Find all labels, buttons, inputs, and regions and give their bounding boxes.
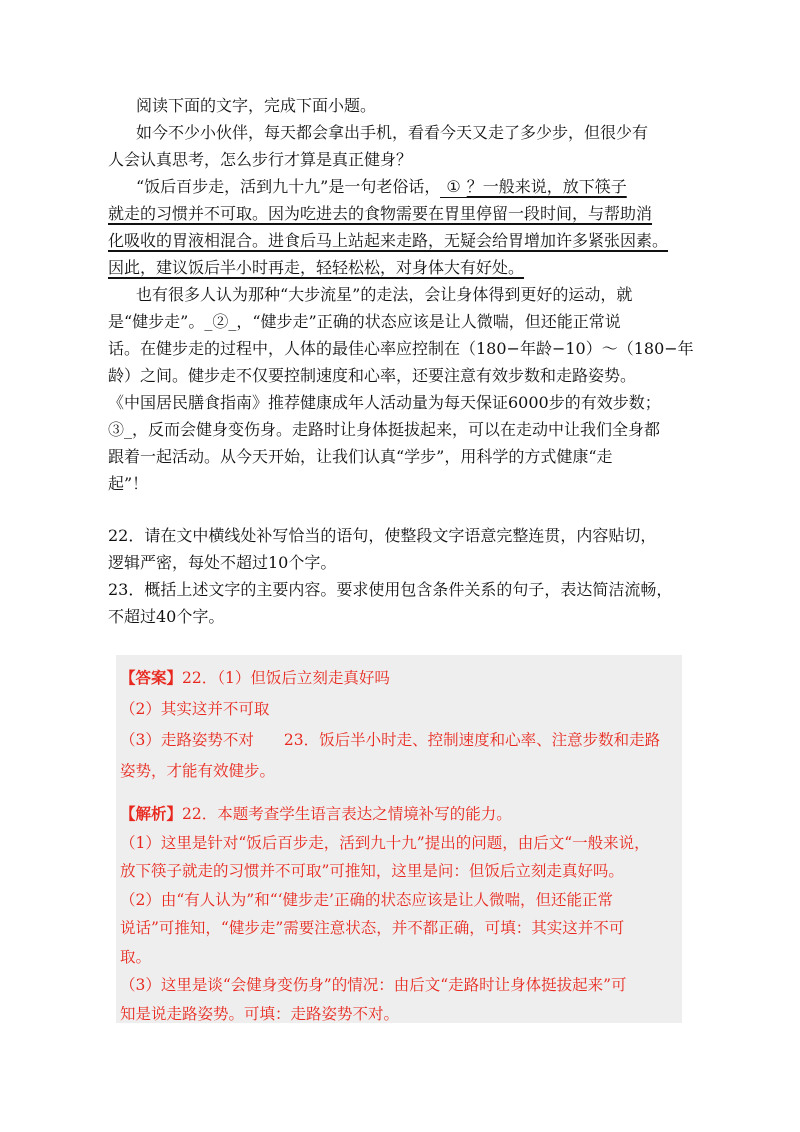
paragraph-3-line: 话。在健步走的过程中，人体的最佳心率应控制在（180−年龄−10）～（180−年 <box>108 339 694 358</box>
analysis-line: （3）这里是谈“会健身变伤身”的情况：由后文“走路时让身体挺拔起来”可 <box>120 976 627 994</box>
paragraph-3-line: 也有很多人认为那种“大步流星”的走法，会让身体得到更好的运动，就 <box>136 285 633 304</box>
analysis-line: （1）这里是针对“饭后百步走，活到九十九”提出的问题，由后文“一般来说， <box>120 833 650 852</box>
instruction: 阅读下面的文字，完成下面小题。 <box>136 96 377 115</box>
question-23: 23．概括上述文字的主要内容。要求使用包含条件关系的句子，表达简洁流畅， <box>108 580 673 599</box>
analysis-section <box>120 800 680 1028</box>
paragraph-3-line: 《中国居民膳食指南》推荐健康成年人活动量为每天保证6000步的有效步数； <box>108 393 661 412</box>
underlined-sentence-line: 因此，建议饭后半小时再走，轻轻松松，对身体大有好处。 <box>108 258 525 277</box>
blank-1: ① <box>440 177 466 198</box>
analysis-line: （2）由“有人认为”和“‘健步走’正确的状态应该是让人微喘，但还能正常 <box>120 890 613 909</box>
paragraph-1-line: 人会认真思考，怎么步行才算是真正健身？ <box>108 150 413 169</box>
answer-line: （2）其实这并不可取 <box>120 700 270 718</box>
paragraph-2-line: “饭后百步走，活到九十九”是一句老俗话， ① ？一般来说，放下筷子 <box>136 177 627 196</box>
answer-section <box>120 662 680 787</box>
analysis-tag: 【解析】 <box>120 804 183 823</box>
answer-line: （3）走路姿势不对 <box>120 731 254 749</box>
underlined-sentence-line: 化吸收的胃液相混合。进食后马上站起来走路，无疑会给胃增加许多紧张因素。 <box>108 231 669 250</box>
underlined-sentence-line: 就走的习惯并不可取。因为吃进去的食物需要在胃里停留一段时间，与帮助消 <box>108 204 653 223</box>
paragraph-3-line: 龄）之间。健步走不仅要控制速度和心率，还要注意有效步数和走路姿势。 <box>108 366 637 385</box>
reading-passage <box>108 92 708 497</box>
paragraph-3-line: 是“健步走”。_②_，“健步走”正确的状态应该是让人微喘，但还能正常说 <box>108 312 621 331</box>
answer-tag: 【答案】 <box>120 668 183 687</box>
questions <box>108 522 708 630</box>
analysis-line: 取。 <box>120 947 152 966</box>
paragraph-3-line: ③_，反而会健身变伤身。走路时让身体挺拔起来，可以在走动中让我们全身都 <box>108 420 661 439</box>
analysis-line: 说话”可推知，“健步走”需要注意状态，并不都正确，可填：其实这并不可 <box>120 919 625 937</box>
question-22-cont: 逻辑严密，每处不超过10个字。 <box>108 553 337 572</box>
analysis-line: 22．本题考查学生语言表达之情境补写的能力。 <box>182 805 512 823</box>
answer-line: 22．（1）但饭后立刻走真好吗 <box>182 669 390 687</box>
paragraph-3-line: 跟着一起活动。从今天开始，让我们认真“学步”，用科学的方式健康“走 <box>108 447 613 466</box>
paragraph-1-line: 如今不少小伙伴，每天都会拿出手机，看看今天又走了多少步，但很少有 <box>136 123 649 142</box>
answer-line: 23．饭后半小时走、控制速度和心率、注意步数和走路 <box>283 731 661 749</box>
analysis-line: 放下筷子就走的习惯并不可取”可推知，这里是问：但饭后立刻走真好吗。 <box>120 862 624 880</box>
paragraph-3-line: 起”！ <box>108 474 149 493</box>
question-23-cont: 不超过40个字。 <box>108 607 225 626</box>
analysis-line: 知是说走路姿势。可填：走路姿势不对。 <box>120 1004 400 1023</box>
answer-line: 姿势，才能有效健步。 <box>120 762 276 780</box>
question-22: 22．请在文中横线处补写恰当的语句，使整段文字语意完整连贯，内容贴切， <box>108 526 657 545</box>
